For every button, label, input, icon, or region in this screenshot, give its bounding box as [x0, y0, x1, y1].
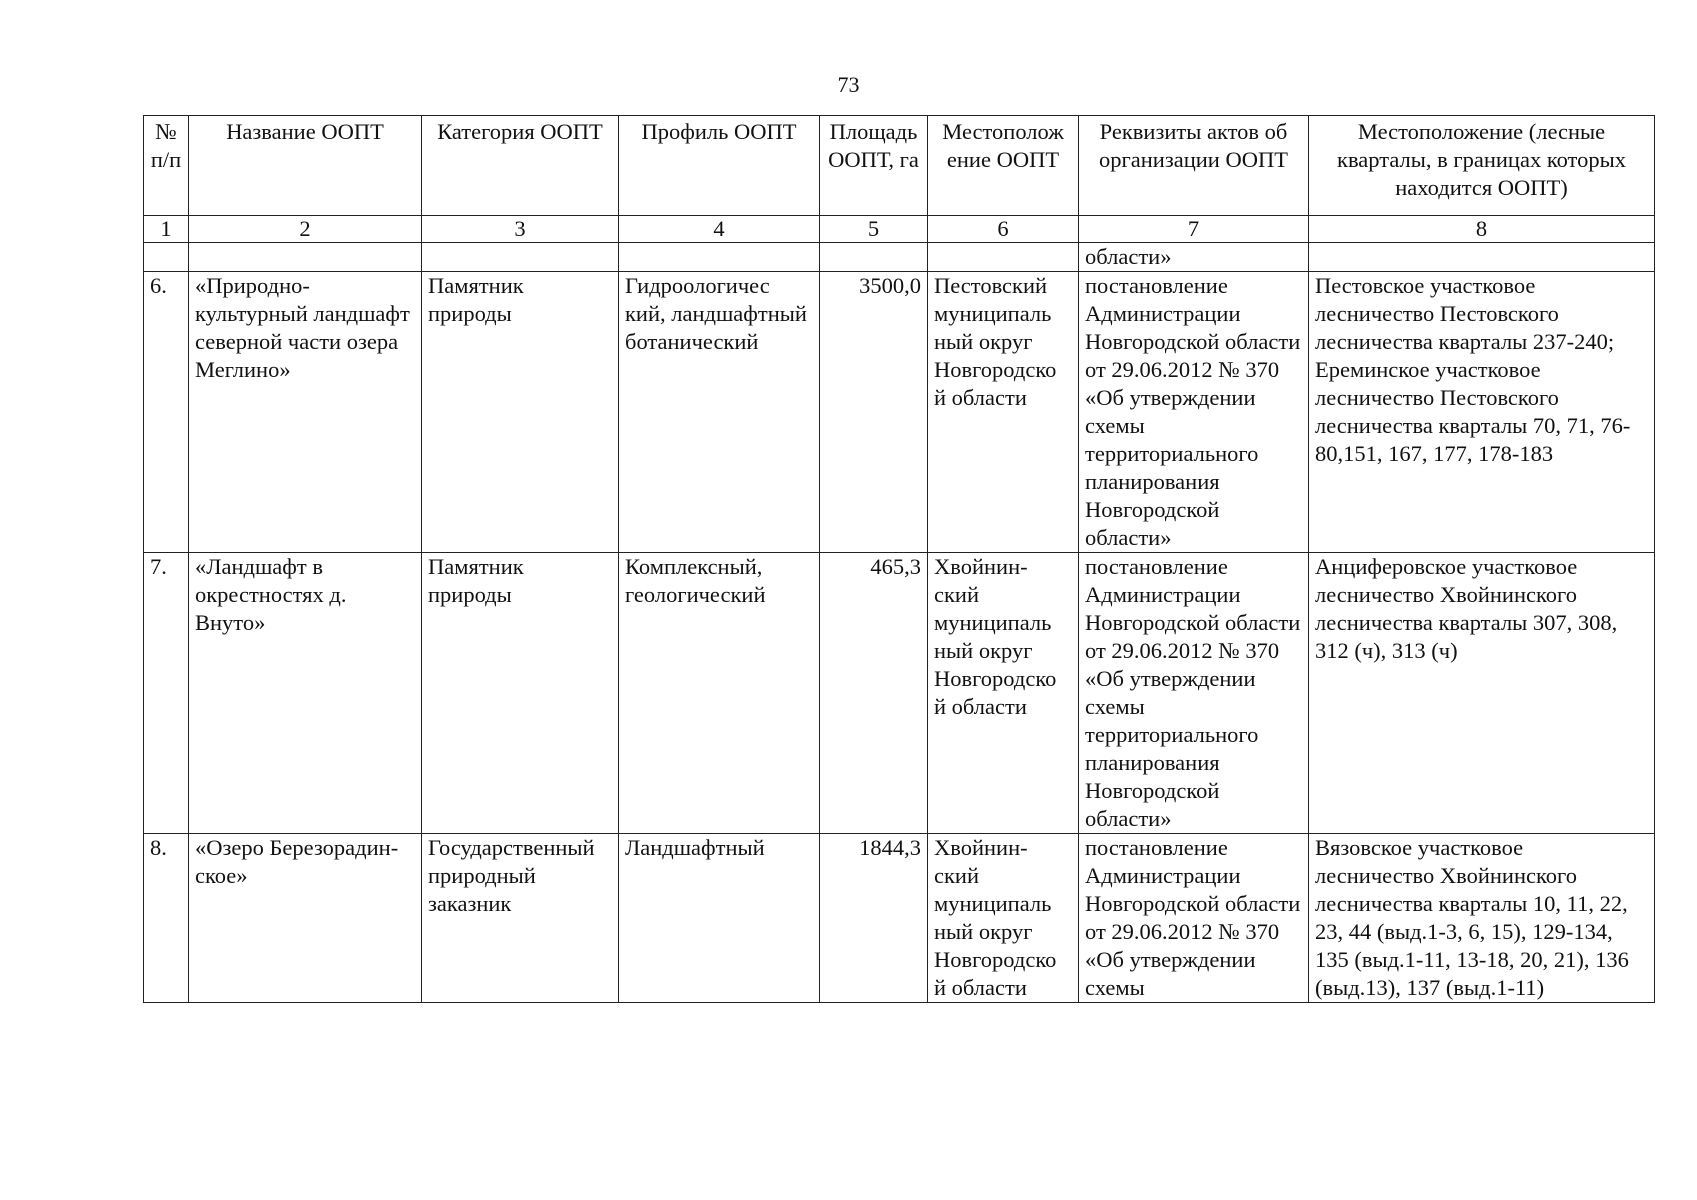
oopt-acts: постановление Администрации Новгородской области от 29.06.2012 № 370 «Об утверждении схемы [1079, 834, 1309, 1003]
oopt-table [143, 115, 1655, 1003]
header-cell-profile: Профиль ООПТ [619, 116, 820, 216]
oopt-area: 465,3 [820, 553, 928, 834]
oopt-area: 3500,0 [820, 272, 928, 553]
column-number-cell: 1 [144, 216, 189, 243]
column-number-cell: 2 [189, 216, 422, 243]
continuation-cell [928, 243, 1079, 272]
column-number-row [144, 216, 1655, 243]
continuation-cell [144, 243, 189, 272]
oopt-area: 1844,3 [820, 834, 928, 1003]
table-row [144, 834, 1655, 1003]
header-cell-area: Площадь ООПТ, га [820, 116, 928, 216]
oopt-location: Пестовский муниципаль ный округ Новгородско й области [928, 272, 1079, 553]
continuation-cell: области» [1079, 243, 1309, 272]
header-row [144, 116, 1655, 216]
oopt-acts: постановление Администрации Новгородской области от 29.06.2012 № 370 «Об утверждении схемы территориального планирования Новгородской области» [1079, 553, 1309, 834]
page-number: 73 [837, 72, 860, 97]
table-row [144, 553, 1655, 834]
oopt-category: Памятник природы [422, 553, 619, 834]
oopt-location: Хвойнин-ский муниципаль ный округ Новгородско й области [928, 553, 1079, 834]
continuation-cell [189, 243, 422, 272]
row-number: 8. [144, 834, 189, 1003]
table-row [144, 272, 1655, 553]
column-number-cell: 4 [619, 216, 820, 243]
row-number: 6. [144, 272, 189, 553]
oopt-forest-quarters: Пестовское участковое лесничество Пестовского лесничества кварталы 237-240; Ереминское участковое лесничество Пестовского лесничества кварталы 70, 71, 76-80,151, 167, 177, 178-183 [1309, 272, 1655, 553]
header-cell-acts: Реквизиты актов об организации ООПТ [1079, 116, 1309, 216]
column-number-cell: 5 [820, 216, 928, 243]
oopt-name: «Природно-культурный ландшафт северной части озера Меглино» [189, 272, 422, 553]
oopt-profile: Гидроологичес кий, ландшафтный ботанический [619, 272, 820, 553]
continuation-cell [619, 243, 820, 272]
continuation-cell [1309, 243, 1655, 272]
oopt-acts: постановление Администрации Новгородской области от 29.06.2012 № 370 «Об утверждении схемы территориального планирования Новгородской области» [1079, 272, 1309, 553]
oopt-location: Хвойнин-ский муниципаль ный округ Новгородско й области [928, 834, 1079, 1003]
row-number: 7. [144, 553, 189, 834]
oopt-profile: Комплексный, геологический [619, 553, 820, 834]
oopt-name: «Ландшафт в окрестностях д. Внуто» [189, 553, 422, 834]
oopt-name: «Озеро Березорадин-ское» [189, 834, 422, 1003]
oopt-forest-quarters: Вязовское участковое лесничество Хвойнинского лесничества кварталы 10, 11, 22, 23, 44 (выд.1-3, 6, 15), 129-134, 135 (выд.1-11, 13-18, 20, 21), 136 (выд.13), 137 (выд.1-11) [1309, 834, 1655, 1003]
column-number-cell: 6 [928, 216, 1079, 243]
column-number-cell: 7 [1079, 216, 1309, 243]
oopt-forest-quarters: Анциферовское участковое лесничество Хвойнинского лесничества кварталы 307, 308, 312 (ч), 313 (ч) [1309, 553, 1655, 834]
continuation-cell [820, 243, 928, 272]
header-cell-category: Категория ООПТ [422, 116, 619, 216]
column-number-cell: 3 [422, 216, 619, 243]
column-number-cell: 8 [1309, 216, 1655, 243]
header-cell-location: Местополож ение ООПТ [928, 116, 1079, 216]
oopt-category: Государственный природный заказник [422, 834, 619, 1003]
oopt-profile: Ландшафтный [619, 834, 820, 1003]
header-cell-forest: Местоположение (лесные кварталы, в границах которых находится ООПТ) [1309, 116, 1655, 216]
header-cell-num: № п/п [144, 116, 189, 216]
oopt-category: Памятник природы [422, 272, 619, 553]
continuation-row [144, 243, 1655, 272]
header-cell-name: Название ООПТ [189, 116, 422, 216]
continuation-cell [422, 243, 619, 272]
